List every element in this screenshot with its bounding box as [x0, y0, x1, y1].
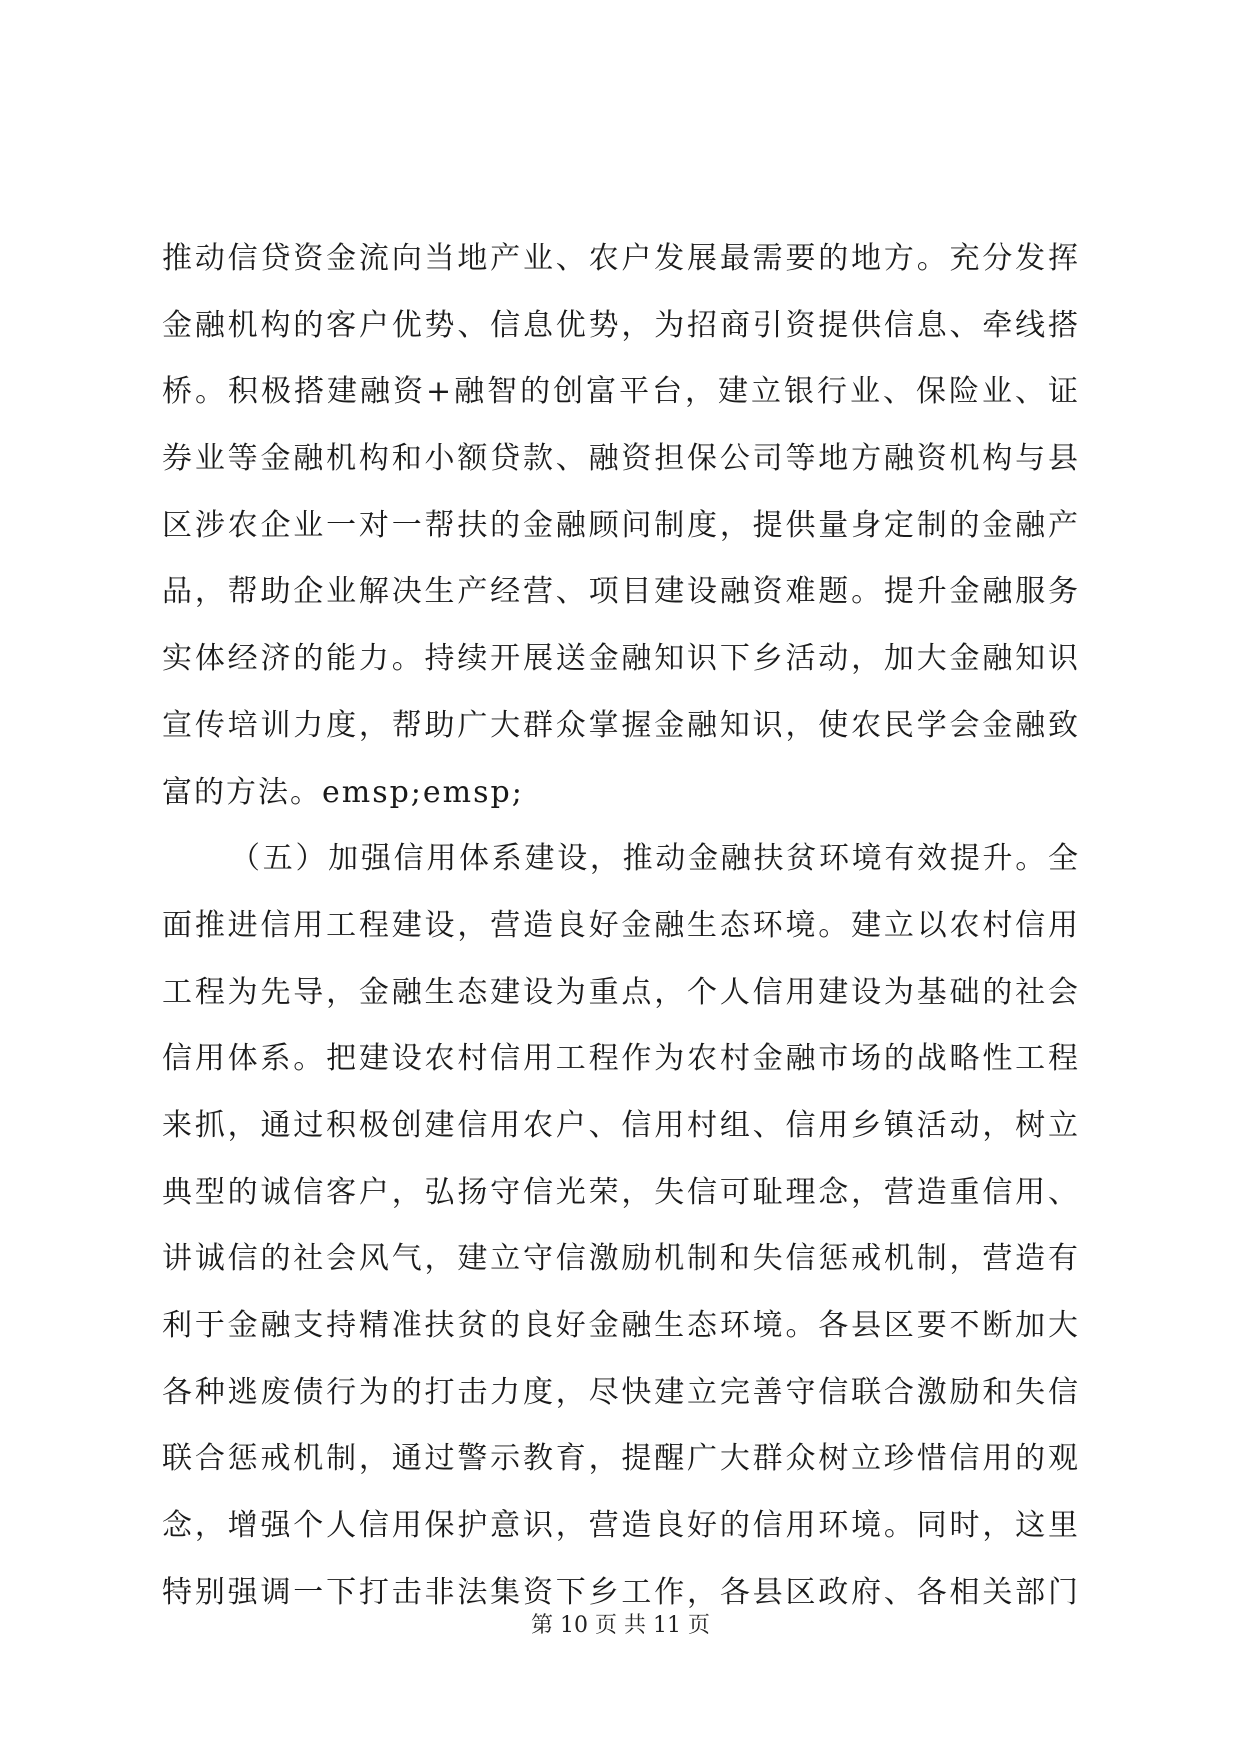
text-line: 讲诚信的社会风气，建立守信激励机制和失信惩戒机制，营造有 — [162, 1241, 1080, 1277]
text-line: 金融机构的客户优势、信息优势，为招商引资提供信息、牵线搭 — [162, 307, 1080, 343]
text-line: 典型的诚信客户，弘扬守信光荣，失信可耻理念，营造重信用、 — [162, 1174, 1080, 1210]
text-line: 品，帮助企业解决生产经营、项目建设融资难题。提升金融服务 — [162, 574, 1080, 610]
text-line: 念，增强个人信用保护意识，营造良好的信用环境。同时，这里 — [162, 1508, 1080, 1544]
text-line: （五）加强信用体系建设，推动金融扶贫环境有效提升。全 — [230, 841, 1080, 877]
text-line: 宣传培训力度，帮助广大群众掌握金融知识，使农民学会金融致 — [162, 707, 1080, 743]
text-line: 区涉农企业一对一帮扶的金融顾问制度，提供量身定制的金融产 — [162, 507, 1080, 543]
text-line: 实体经济的能力。持续开展送金融知识下乡活动，加大金融知识 — [162, 641, 1080, 677]
text-line: 面推进信用工程建设，营造良好金融生态环境。建立以农村信用 — [162, 907, 1080, 943]
text-line: 利于金融支持精准扶贫的良好金融生态环境。各县区要不断加大 — [162, 1308, 1080, 1343]
paragraph-1 — [162, 226, 1080, 826]
document-body — [162, 226, 1080, 1626]
text-line: 富的方法。emsp;emsp; — [162, 774, 524, 810]
text-line: 工程为先导，金融生态建设为重点，个人信用建设为基础的社会 — [162, 974, 1080, 1010]
page-number-footer: 第 10 页 共 11 页 — [531, 1613, 710, 1638]
text-line: 桥。积极搭建融资+融智的创富平台，建立银行业、保险业、证 — [162, 374, 1080, 410]
text-line: 推动信贷资金流向当地产业、农户发展最需要的地方。充分发挥 — [162, 241, 1080, 276]
text-line: 联合惩戒机制，通过警示教育，提醒广大群众树立珍惜信用的观 — [162, 1441, 1080, 1477]
text-line: 来抓，通过积极创建信用农户、信用村组、信用乡镇活动，树立 — [162, 1107, 1080, 1143]
text-line: 券业等金融机构和小额贷款、融资担保公司等地方融资机构与县 — [162, 441, 1080, 477]
text-line: 信用体系。把建设农村信用工程作为农村金融市场的战略性工程 — [162, 1041, 1080, 1077]
text-line: 各种逃废债行为的打击力度，尽快建立完善守信联合激励和失信 — [162, 1374, 1080, 1410]
text-line: 特别强调一下打击非法集资下乡工作，各县区政府、各相关部门 — [162, 1574, 1080, 1610]
paragraph-2 — [162, 826, 1080, 1626]
